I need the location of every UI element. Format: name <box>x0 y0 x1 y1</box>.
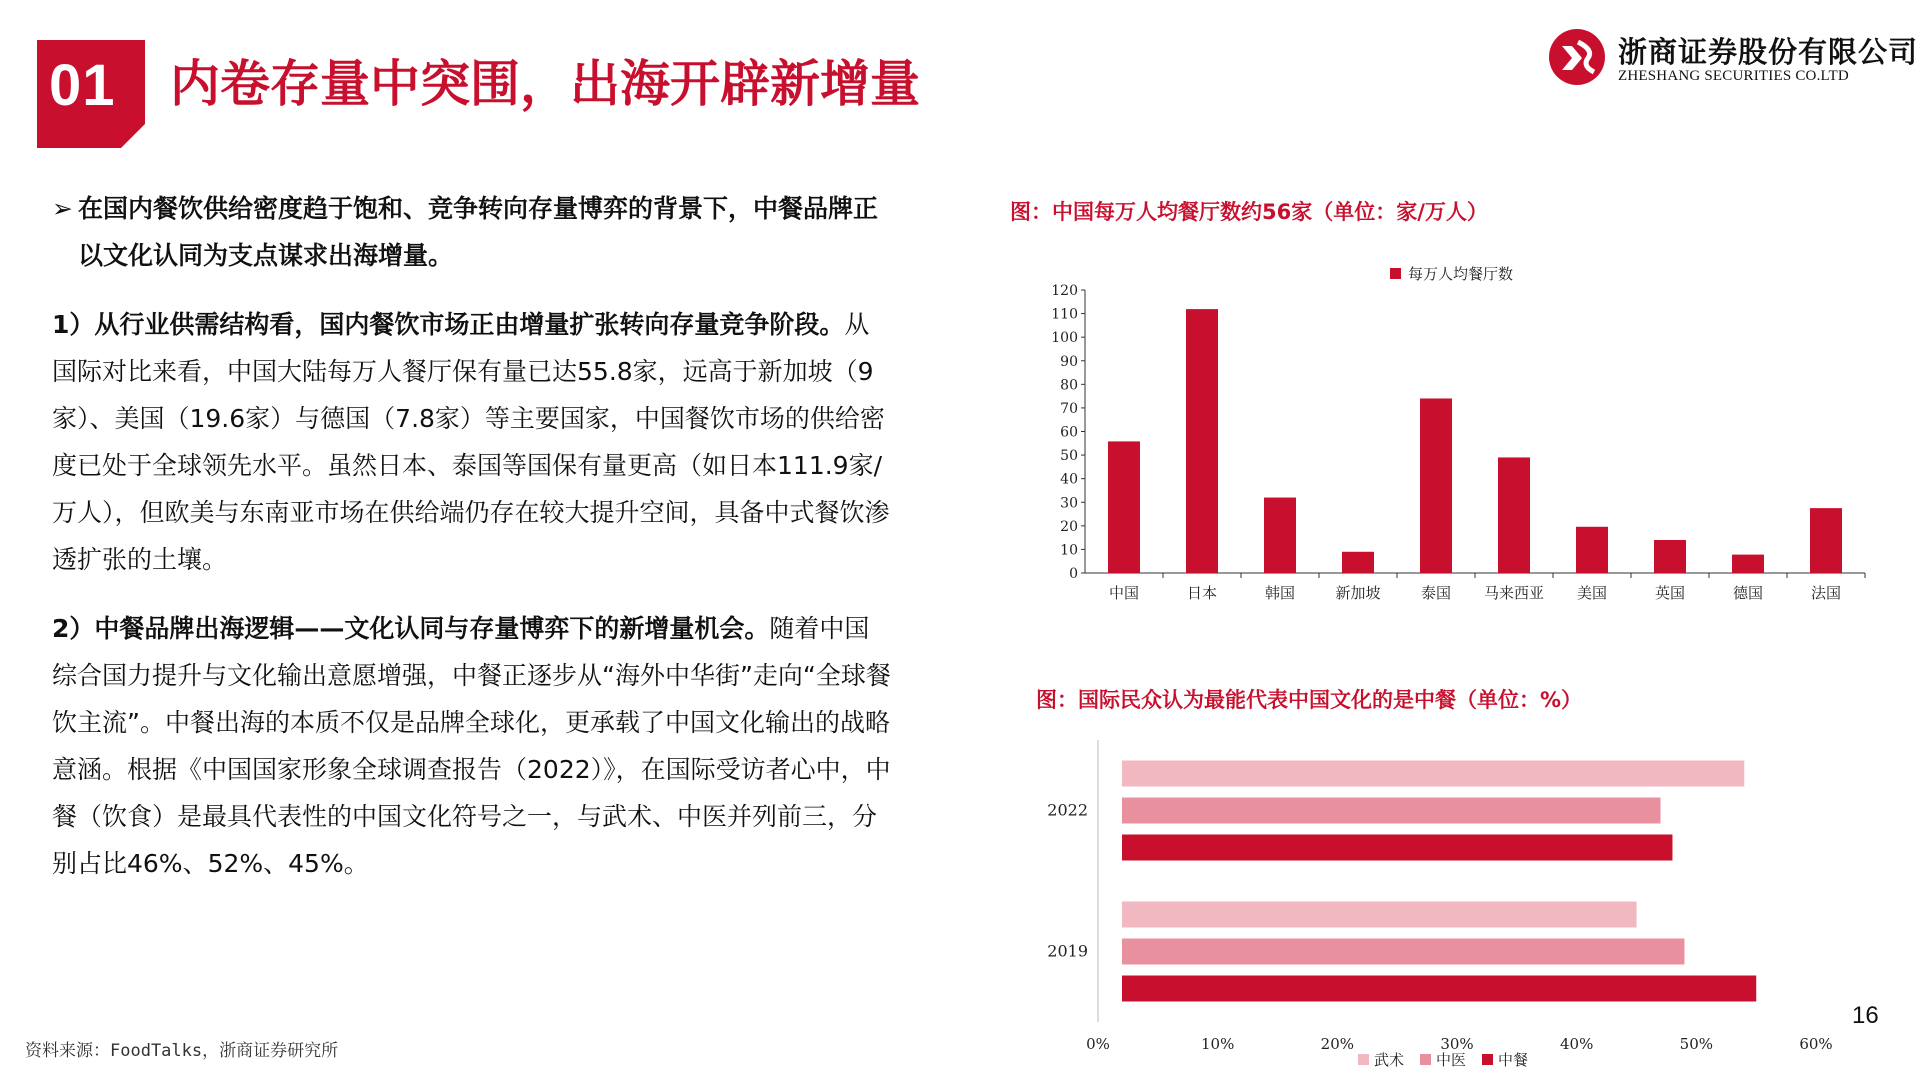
badge-corner <box>121 124 145 148</box>
y-tick-label: 2019 <box>1047 941 1088 961</box>
source-note: 资料来源：FoodTalks，浙商证券研究所 <box>25 1041 339 1061</box>
restaurant-density-chart <box>1030 255 1870 615</box>
x-tick-label: 中国 <box>1108 584 1140 602</box>
x-tick-label: 10% <box>1200 1035 1235 1053</box>
section-badge <box>37 40 145 148</box>
page-title: 内卷存量中突围，出海开辟新增量 <box>170 55 920 113</box>
culture-symbol-chart <box>1030 732 1870 1080</box>
legend-swatch <box>1358 1054 1369 1065</box>
body-text <box>52 185 892 887</box>
x-tick-label: 马来西亚 <box>1483 584 1545 602</box>
y-tick-label: 70 <box>1060 400 1078 417</box>
zheshang-logo-icon <box>1548 28 1606 86</box>
bar <box>1576 527 1608 573</box>
x-tick-label: 日本 <box>1186 584 1218 602</box>
legend-label: 每万人均餐厅数 <box>1408 265 1514 283</box>
logo-name-en: ZHESHANG SECURITIES CO.LTD <box>1618 68 1849 84</box>
paragraph-1-text: 从国际对比来看，中国大陆每万人餐厅保有量已达55.8家，远高于新加坡（9家）、美国（19.6家）与德国（7.8家）等主要国家，中国餐饮市场的供给密度已处于全球领先水平。虽然日本、泰国等国保有量更高（如日本111.9家/万人），但欧美与东南亚市场在供给端仍存在较大提升空间，具备中式餐饮渗透扩张的土壤。 <box>52 310 890 574</box>
logo-name-cn: 浙商证券股份有限公司 <box>1618 35 1919 69</box>
y-tick-label: 80 <box>1060 377 1078 394</box>
bar <box>1122 939 1684 965</box>
paragraph-2-heading: 2）中餐品牌出海逻辑——文化认同与存量博弈下的新增量机会。 <box>52 614 770 643</box>
chart2-title: 图：国际民众认为最能代表中国文化的是中餐（单位：%） <box>1036 688 1583 712</box>
bar <box>1122 761 1744 787</box>
x-tick-label: 英国 <box>1654 584 1686 602</box>
chart1-legend <box>1390 265 1513 283</box>
y-tick-label: 110 <box>1051 306 1078 323</box>
bar <box>1122 976 1756 1002</box>
bar <box>1108 441 1140 573</box>
y-tick-label: 50 <box>1060 448 1078 465</box>
x-tick-label: 法国 <box>1810 584 1842 602</box>
bar <box>1732 555 1764 573</box>
legend-swatch <box>1482 1054 1493 1065</box>
y-tick-label: 2022 <box>1047 800 1088 820</box>
y-tick-label: 0 <box>1069 566 1078 582</box>
x-tick-label: 50% <box>1679 1035 1714 1053</box>
x-tick-label: 30% <box>1440 1035 1474 1053</box>
bar <box>1186 309 1218 573</box>
bar <box>1810 508 1842 573</box>
arrow-bullet-icon: ➢ <box>52 194 73 223</box>
legend-label: 中餐 <box>1498 1051 1529 1069</box>
company-logo <box>1548 26 1919 96</box>
chart2-legend <box>1358 1051 1528 1069</box>
y-tick-label: 10 <box>1060 542 1078 559</box>
x-tick-label: 韩国 <box>1264 584 1296 602</box>
paragraph-1 <box>52 301 892 583</box>
lead-paragraph <box>52 185 892 279</box>
x-tick-label: 40% <box>1559 1035 1594 1053</box>
bar <box>1122 835 1672 861</box>
chart1-title: 图：中国每万人均餐厅数约56家（单位：家/万人） <box>1010 200 1488 224</box>
x-tick-label: 20% <box>1320 1035 1355 1053</box>
y-tick-label: 100 <box>1051 330 1078 347</box>
paragraph-2 <box>52 605 892 887</box>
x-tick-label: 德国 <box>1732 584 1764 602</box>
paragraph-1-heading: 1）从行业供需结构看，国内餐饮市场正由增量扩张转向存量竞争阶段。 <box>52 310 845 339</box>
legend-swatch <box>1390 268 1401 279</box>
page-number: 16 <box>1852 1002 1879 1029</box>
legend-label: 武术 <box>1374 1051 1405 1069</box>
x-tick-label: 新加坡 <box>1335 584 1381 602</box>
y-tick-label: 20 <box>1060 518 1078 535</box>
y-tick-label: 40 <box>1060 471 1078 488</box>
section-number: 01 <box>49 53 116 118</box>
bar <box>1264 498 1296 573</box>
legend-swatch <box>1420 1054 1431 1065</box>
bar <box>1342 552 1374 573</box>
y-tick-label: 90 <box>1060 353 1078 370</box>
y-tick-label: 60 <box>1060 424 1078 441</box>
y-tick-label: 120 <box>1051 283 1078 299</box>
x-tick-label: 60% <box>1799 1035 1833 1053</box>
x-tick-label: 泰国 <box>1420 584 1452 602</box>
paragraph-2-text: 随着中国综合国力提升与文化输出意愿增强，中餐正逐步从“海外中华街”走向“全球餐饮主流”。中餐出海的本质不仅是品牌全球化，更承载了中国文化输出的战略意涵。根据《中国国家形象全球调查报告（2022）》，在国际受访者心中，中餐（饮食）是最具代表性的中国文化符号之一，与武术、中医并列前三，分别占比46%、52%、45%。 <box>52 614 891 878</box>
bar <box>1122 798 1661 824</box>
bar <box>1122 902 1637 928</box>
lead-text: 在国内餐饮供给密度趋于饱和、竞争转向存量博弈的背景下，中餐品牌正以文化认同为支点谋求出海增量。 <box>78 194 879 270</box>
bar <box>1654 540 1686 573</box>
y-tick-label: 30 <box>1060 495 1078 512</box>
bar <box>1498 457 1530 573</box>
x-tick-label: 0% <box>1086 1035 1110 1053</box>
x-tick-label: 美国 <box>1576 584 1608 602</box>
legend-label: 中医 <box>1436 1051 1467 1069</box>
bar <box>1420 398 1452 573</box>
